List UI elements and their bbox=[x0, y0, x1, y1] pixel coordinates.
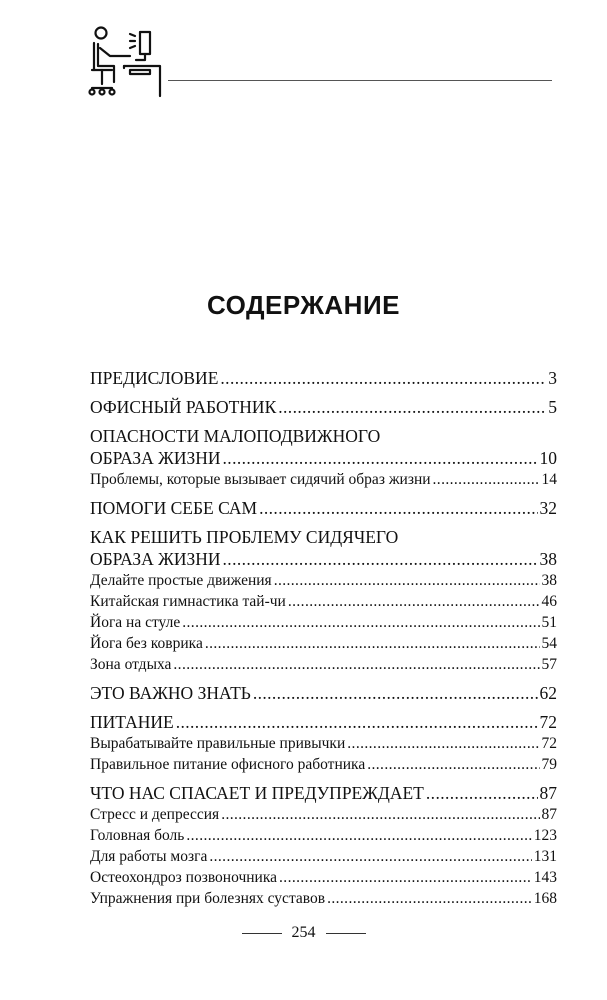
toc-entry[interactable] bbox=[90, 889, 557, 909]
toc-entry[interactable] bbox=[90, 396, 557, 418]
header-rule bbox=[168, 80, 552, 81]
toc-entry-page: 123 bbox=[533, 827, 557, 844]
toc-title: СОДЕРЖАНИЕ bbox=[207, 290, 400, 320]
toc-entry[interactable] bbox=[90, 425, 557, 469]
toc-entry[interactable] bbox=[90, 470, 557, 490]
dot-leader bbox=[433, 470, 540, 490]
dot-leader bbox=[223, 447, 538, 469]
toc-entry-title: ОФИСНЫЙ РАБОТНИК bbox=[90, 397, 277, 417]
toc-entry-title: Йога без коврика bbox=[90, 635, 203, 652]
toc-entry-page: 87 bbox=[539, 783, 557, 803]
footer-dash-left bbox=[242, 933, 282, 934]
toc-entry[interactable] bbox=[90, 782, 557, 804]
toc-entry-title: Китайская гимнастика тай-чи bbox=[90, 593, 286, 610]
toc-entry[interactable] bbox=[90, 571, 557, 591]
toc-entry[interactable] bbox=[90, 497, 557, 519]
toc-entry-title: ЭТО ВАЖНО ЗНАТЬ bbox=[90, 683, 251, 703]
toc-entry-title: Стресс и депрессия bbox=[90, 806, 220, 823]
toc-entry-page: 32 bbox=[539, 498, 557, 518]
dot-leader bbox=[221, 805, 539, 825]
dot-leader bbox=[220, 367, 546, 389]
dot-leader bbox=[279, 868, 532, 888]
toc-entry-page: 38 bbox=[539, 549, 557, 569]
toc-entry-page: 131 bbox=[533, 848, 557, 865]
toc-entry[interactable] bbox=[90, 613, 557, 633]
toc-entry-title: ОБРАЗА ЖИЗНИ bbox=[90, 549, 221, 569]
dot-leader bbox=[253, 682, 538, 704]
dot-leader bbox=[259, 497, 537, 519]
toc-entry-page: 38 bbox=[541, 572, 557, 589]
toc-entry-page: 51 bbox=[541, 614, 557, 631]
toc-entry-page: 5 bbox=[548, 397, 557, 417]
toc-entry-page: 143 bbox=[533, 869, 557, 886]
toc-entry-page: 72 bbox=[539, 712, 557, 732]
footer-dash-right bbox=[326, 933, 366, 934]
dot-leader bbox=[347, 734, 539, 754]
dot-leader bbox=[288, 592, 540, 612]
dot-leader bbox=[205, 634, 540, 654]
dot-leader bbox=[176, 711, 538, 733]
toc-entry[interactable] bbox=[90, 592, 557, 612]
toc-entry[interactable] bbox=[90, 526, 557, 570]
toc-entry-title: Правильное питание офисного работника bbox=[90, 756, 366, 773]
toc-entry[interactable] bbox=[90, 367, 557, 389]
toc-entry-page: 57 bbox=[541, 656, 557, 673]
toc-entry-title: Вырабатывайте правильные привычки bbox=[90, 735, 346, 752]
toc-entry-title: Остеохондроз позвоночника bbox=[90, 869, 278, 886]
toc-entry-page: 3 bbox=[548, 368, 557, 388]
toc-entry-title-line1: ОПАСНОСТИ МАЛОПОДВИЖНОГО bbox=[90, 426, 381, 446]
dot-leader bbox=[367, 755, 539, 775]
toc-entry-title: Для работы мозга bbox=[90, 848, 208, 865]
toc-entry[interactable] bbox=[90, 711, 557, 733]
toc-entry-title: ЧТО НАС СПАСАЕТ И ПРЕДУПРЕЖДАЕТ bbox=[90, 783, 424, 803]
toc-entry-page: 46 bbox=[541, 593, 557, 610]
table-of-contents bbox=[90, 367, 557, 909]
toc-entry-title: Головная боль bbox=[90, 827, 185, 844]
toc-entry-page: 79 bbox=[541, 756, 557, 773]
toc-entry-page: 14 bbox=[541, 471, 557, 488]
dot-leader bbox=[209, 847, 531, 867]
toc-entry-title: ПРЕДИСЛОВИЕ bbox=[90, 368, 219, 388]
toc-entry-title: Делайте простые движения bbox=[90, 572, 272, 589]
toc-entry-page: 10 bbox=[539, 448, 557, 468]
toc-entry[interactable] bbox=[90, 868, 557, 888]
toc-entry-page: 62 bbox=[539, 683, 557, 703]
toc-entry[interactable] bbox=[90, 682, 557, 704]
toc-entry[interactable] bbox=[90, 755, 557, 775]
toc-entry-title: ОБРАЗА ЖИЗНИ bbox=[90, 448, 221, 468]
toc-entry-page: 168 bbox=[533, 890, 557, 907]
toc-entry[interactable] bbox=[90, 655, 557, 675]
toc-entry-title-line1: КАК РЕШИТЬ ПРОБЛЕМУ СИДЯЧЕГО bbox=[90, 527, 399, 547]
toc-entry[interactable] bbox=[90, 634, 557, 654]
dot-leader bbox=[223, 548, 538, 570]
toc-entry-title: Проблемы, которые вызывает сидячий образ жизни bbox=[90, 471, 431, 488]
toc-entry-page: 87 bbox=[541, 806, 557, 823]
dot-leader bbox=[186, 826, 531, 846]
dot-leader bbox=[278, 396, 546, 418]
toc-entry-title: ПИТАНИЕ bbox=[90, 712, 174, 732]
office-worker-at-desk-icon bbox=[86, 26, 166, 102]
dot-leader bbox=[274, 571, 540, 591]
dot-leader bbox=[182, 613, 539, 633]
page-number: 254 bbox=[291, 924, 316, 941]
toc-entry-title: ПОМОГИ СЕБЕ САМ bbox=[90, 498, 258, 518]
toc-entry[interactable] bbox=[90, 826, 557, 846]
toc-entry[interactable] bbox=[90, 847, 557, 867]
toc-entry[interactable] bbox=[90, 805, 557, 825]
toc-entry-title: Зона отдыха bbox=[90, 656, 172, 673]
toc-entry-title: Упражнения при болезнях суставов bbox=[90, 890, 326, 907]
toc-entry-title: Йога на стуле bbox=[90, 614, 181, 631]
dot-leader bbox=[327, 889, 532, 909]
toc-entry[interactable] bbox=[90, 734, 557, 754]
toc-entry-page: 72 bbox=[541, 735, 557, 752]
toc-entry-page: 54 bbox=[541, 635, 557, 652]
dot-leader bbox=[173, 655, 539, 675]
dot-leader bbox=[426, 782, 538, 804]
page-footer bbox=[0, 924, 607, 942]
